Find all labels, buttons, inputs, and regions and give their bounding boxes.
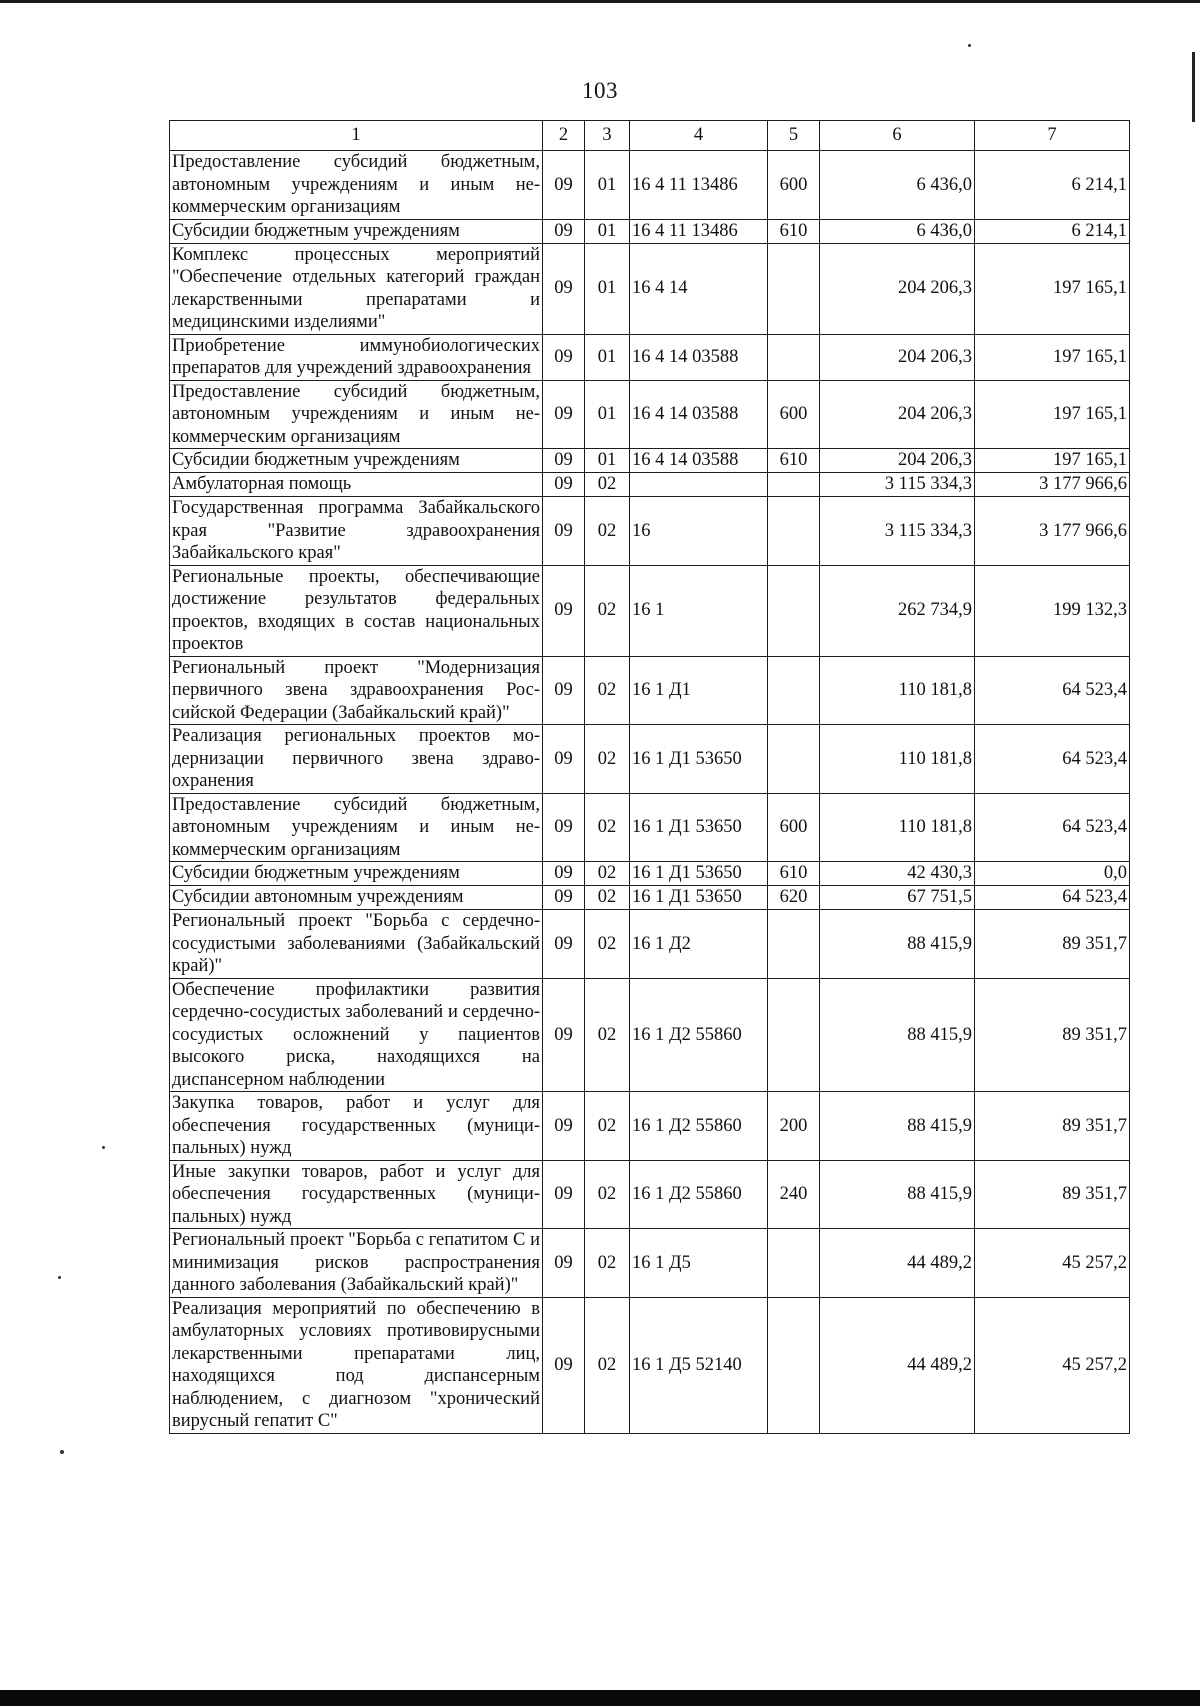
row-target-code: 16 1 Д5 52140	[630, 1297, 768, 1433]
table-row	[170, 1160, 1130, 1229]
row-section: 09	[543, 243, 585, 334]
row-target-code	[630, 473, 768, 497]
row-amount-1: 204 206,3	[820, 243, 975, 334]
table-row	[170, 978, 1130, 1092]
row-expense-type: 200	[768, 1092, 820, 1161]
row-subsection: 01	[585, 380, 630, 449]
page-number: 103	[582, 78, 618, 103]
row-section: 09	[543, 449, 585, 473]
row-section: 09	[543, 1297, 585, 1433]
table-row	[170, 656, 1130, 725]
row-name: Предоставление субсидий бюджетным, автономным учреждениям и иным некоммерческим организациям	[170, 380, 543, 449]
row-amount-2: 197 165,1	[975, 449, 1130, 473]
row-amount-2: 45 257,2	[975, 1229, 1130, 1298]
row-name: Предоставление субсидий бюджетным, автономным учреждениям и иным некоммерческим организациям	[170, 793, 543, 862]
row-amount-1: 88 415,9	[820, 910, 975, 979]
row-expense-type	[768, 1297, 820, 1433]
row-amount-1: 44 489,2	[820, 1297, 975, 1433]
row-subsection: 02	[585, 793, 630, 862]
row-expense-type: 610	[768, 449, 820, 473]
row-target-code: 16 4 11 13486	[630, 151, 768, 220]
row-amount-1: 3 115 334,3	[820, 473, 975, 497]
table-row	[170, 449, 1130, 473]
row-amount-1: 44 489,2	[820, 1229, 975, 1298]
row-expense-type	[768, 334, 820, 380]
row-amount-1: 67 751,5	[820, 886, 975, 910]
scan-edge-bottom	[0, 1690, 1200, 1706]
row-subsection: 02	[585, 1229, 630, 1298]
row-amount-2: 89 351,7	[975, 1160, 1130, 1229]
row-expense-type	[768, 565, 820, 656]
row-expense-type	[768, 497, 820, 566]
row-amount-1: 110 181,8	[820, 656, 975, 725]
row-expense-type: 600	[768, 151, 820, 220]
row-amount-1: 204 206,3	[820, 449, 975, 473]
row-section: 09	[543, 793, 585, 862]
table-row	[170, 1092, 1130, 1161]
row-expense-type	[768, 656, 820, 725]
table-row	[170, 793, 1130, 862]
row-amount-2: 64 523,4	[975, 793, 1130, 862]
row-amount-2: 64 523,4	[975, 886, 1130, 910]
row-target-code: 16 1 Д1 53650	[630, 886, 768, 910]
row-amount-2: 197 165,1	[975, 380, 1130, 449]
table-row	[170, 219, 1130, 243]
row-subsection: 02	[585, 1092, 630, 1161]
row-section: 09	[543, 910, 585, 979]
row-name: Приобретение иммунобиологических препаратов для учреждений здравоохранения	[170, 334, 543, 380]
row-amount-2: 197 165,1	[975, 334, 1130, 380]
row-target-code: 16	[630, 497, 768, 566]
row-amount-1: 262 734,9	[820, 565, 975, 656]
row-name: Региональный проект "Борьба с сердечно-сосудистыми заболеваниями (Забайкальский край)"	[170, 910, 543, 979]
row-name: Субсидии бюджетным учреждениям	[170, 449, 543, 473]
row-target-code: 16 4 14 03588	[630, 449, 768, 473]
row-name: Региональные проекты, обеспечивающие достижение результатов федеральных проектов, входящих в состав национальных проектов	[170, 565, 543, 656]
row-name: Субсидии бюджетным учреждениям	[170, 219, 543, 243]
row-amount-2: 3 177 966,6	[975, 473, 1130, 497]
row-amount-1: 88 415,9	[820, 1092, 975, 1161]
row-section: 09	[543, 1092, 585, 1161]
row-subsection: 01	[585, 243, 630, 334]
row-name: Региональный проект "Модернизация первичного звена здравоохранения Российской Федерации (Забайкальский край)"	[170, 656, 543, 725]
row-target-code: 16 1 Д1 53650	[630, 793, 768, 862]
header-col-3: 3	[585, 121, 630, 151]
row-subsection: 02	[585, 978, 630, 1092]
table-row	[170, 380, 1130, 449]
row-amount-1: 6 436,0	[820, 151, 975, 220]
row-target-code: 16 1 Д2	[630, 910, 768, 979]
row-amount-1: 42 430,3	[820, 862, 975, 886]
scan-speck	[58, 1276, 61, 1279]
header-col-5: 5	[768, 121, 820, 151]
row-expense-type	[768, 473, 820, 497]
row-amount-2: 89 351,7	[975, 910, 1130, 979]
row-name: Государственная программа Забайкальского края "Развитие здравоохранения Забайкальского края"	[170, 497, 543, 566]
row-subsection: 02	[585, 473, 630, 497]
row-expense-type: 600	[768, 793, 820, 862]
row-name: Комплекс процессных мероприятий "Обеспечение отдельных категорий граждан лекарственными препаратами и медицинскими изделиями"	[170, 243, 543, 334]
row-amount-2: 3 177 966,6	[975, 497, 1130, 566]
row-subsection: 02	[585, 910, 630, 979]
row-amount-2: 197 165,1	[975, 243, 1130, 334]
table-row	[170, 1297, 1130, 1433]
row-name: Реализация региональных проектов модернизации первичного звена здравоохранения	[170, 725, 543, 794]
budget-table	[169, 120, 1130, 1434]
row-subsection: 01	[585, 151, 630, 220]
row-target-code: 16 1 Д1 53650	[630, 862, 768, 886]
row-subsection: 02	[585, 656, 630, 725]
table-row	[170, 886, 1130, 910]
row-target-code: 16 1 Д2 55860	[630, 1160, 768, 1229]
row-amount-1: 110 181,8	[820, 793, 975, 862]
row-expense-type	[768, 243, 820, 334]
row-name: Субсидии автономным учреждениям	[170, 886, 543, 910]
table-row	[170, 1229, 1130, 1298]
header-col-4: 4	[630, 121, 768, 151]
row-target-code: 16 1 Д2 55860	[630, 978, 768, 1092]
row-amount-2: 0,0	[975, 862, 1130, 886]
row-expense-type	[768, 1229, 820, 1298]
row-name: Обеспечение профилактики развития сердечно-сосудистых заболеваний и сердечно-сосудистых осложнений у пациентов высокого риска, находящихся на диспансерном наблюдении	[170, 978, 543, 1092]
scan-speck	[60, 1450, 64, 1454]
row-target-code: 16 1 Д1	[630, 656, 768, 725]
table-row	[170, 151, 1130, 220]
row-subsection: 01	[585, 219, 630, 243]
row-section: 09	[543, 334, 585, 380]
row-name: Иные закупки товаров, работ и услуг для обеспечения государственных (муниципальных) нужд	[170, 1160, 543, 1229]
row-amount-2: 45 257,2	[975, 1297, 1130, 1433]
row-target-code: 16 1 Д5	[630, 1229, 768, 1298]
row-subsection: 02	[585, 886, 630, 910]
row-section: 09	[543, 656, 585, 725]
row-name: Субсидии бюджетным учреждениям	[170, 862, 543, 886]
row-name: Региональный проект "Борьба с гепатитом С и минимизация рисков распространения данного заболевания (Забайкальский край)"	[170, 1229, 543, 1298]
row-section: 09	[543, 380, 585, 449]
row-subsection: 02	[585, 497, 630, 566]
row-amount-2: 199 132,3	[975, 565, 1130, 656]
header-col-7: 7	[975, 121, 1130, 151]
row-expense-type	[768, 910, 820, 979]
row-amount-1: 88 415,9	[820, 1160, 975, 1229]
table-row	[170, 862, 1130, 886]
row-amount-1: 204 206,3	[820, 334, 975, 380]
row-name: Закупка товаров, работ и услуг для обеспечения государственных (муниципальных) нужд	[170, 1092, 543, 1161]
row-section: 09	[543, 978, 585, 1092]
row-target-code: 16 4 14 03588	[630, 334, 768, 380]
row-name: Амбулаторная помощь	[170, 473, 543, 497]
row-amount-2: 89 351,7	[975, 1092, 1130, 1161]
row-subsection: 02	[585, 1297, 630, 1433]
row-section: 09	[543, 725, 585, 794]
row-amount-1: 3 115 334,3	[820, 497, 975, 566]
row-name: Реализация мероприятий по обеспечению в амбулаторных условиях противовирусными лекарственными препаратами лиц, находящихся под диспансерным наблюдением, с диагнозом "хронический вирусный гепатит С"	[170, 1297, 543, 1433]
row-subsection: 02	[585, 1160, 630, 1229]
row-expense-type: 600	[768, 380, 820, 449]
row-section: 09	[543, 1229, 585, 1298]
table-row	[170, 497, 1130, 566]
row-expense-type	[768, 725, 820, 794]
row-amount-2: 6 214,1	[975, 219, 1130, 243]
row-target-code: 16 1 Д1 53650	[630, 725, 768, 794]
row-section: 09	[543, 497, 585, 566]
row-amount-1: 110 181,8	[820, 725, 975, 794]
row-amount-2: 64 523,4	[975, 656, 1130, 725]
table-row	[170, 473, 1130, 497]
row-subsection: 02	[585, 565, 630, 656]
row-section: 09	[543, 565, 585, 656]
table-row	[170, 565, 1130, 656]
row-name: Предоставление субсидий бюджетным, автономным учреждениям и иным некоммерческим организациям	[170, 151, 543, 220]
table-row	[170, 725, 1130, 794]
row-target-code: 16 4 11 13486	[630, 219, 768, 243]
row-section: 09	[543, 219, 585, 243]
row-target-code: 16 4 14	[630, 243, 768, 334]
row-expense-type: 610	[768, 862, 820, 886]
table-row	[170, 243, 1130, 334]
row-subsection: 02	[585, 862, 630, 886]
table-row	[170, 334, 1130, 380]
table-row	[170, 910, 1130, 979]
row-expense-type: 610	[768, 219, 820, 243]
header-col-6: 6	[820, 121, 975, 151]
row-amount-2: 6 214,1	[975, 151, 1130, 220]
row-expense-type: 620	[768, 886, 820, 910]
header-row	[170, 121, 1130, 151]
row-subsection: 01	[585, 334, 630, 380]
row-expense-type: 240	[768, 1160, 820, 1229]
row-subsection: 01	[585, 449, 630, 473]
scan-speck	[968, 44, 971, 47]
row-subsection: 02	[585, 725, 630, 794]
header-col-1: 1	[170, 121, 543, 151]
row-amount-1: 88 415,9	[820, 978, 975, 1092]
scan-speck	[102, 1146, 105, 1149]
row-target-code: 16 1	[630, 565, 768, 656]
row-target-code: 16 4 14 03588	[630, 380, 768, 449]
row-section: 09	[543, 862, 585, 886]
row-amount-2: 89 351,7	[975, 978, 1130, 1092]
header-col-2: 2	[543, 121, 585, 151]
row-amount-1: 204 206,3	[820, 380, 975, 449]
scan-edge-top	[0, 0, 1200, 3]
row-section: 09	[543, 151, 585, 220]
row-section: 09	[543, 473, 585, 497]
row-expense-type	[768, 978, 820, 1092]
row-section: 09	[543, 886, 585, 910]
row-target-code: 16 1 Д2 55860	[630, 1092, 768, 1161]
row-amount-1: 6 436,0	[820, 219, 975, 243]
row-amount-2: 64 523,4	[975, 725, 1130, 794]
row-section: 09	[543, 1160, 585, 1229]
